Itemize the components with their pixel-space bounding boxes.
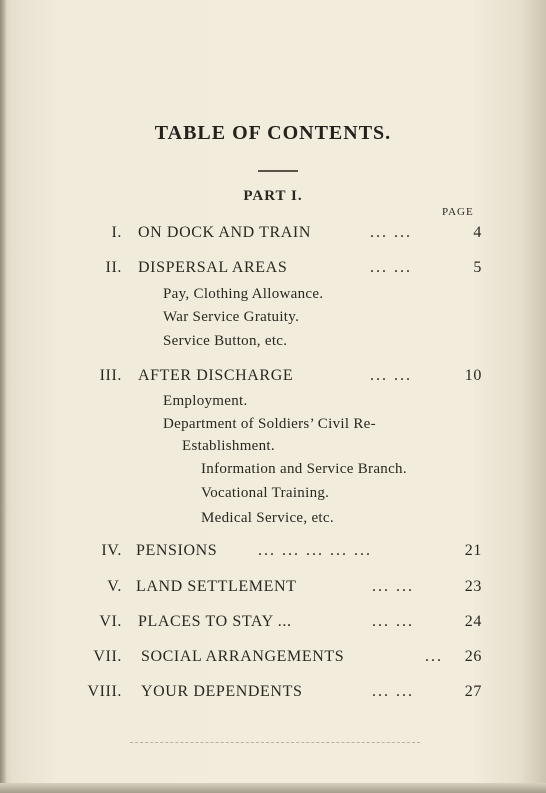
entry-title: DISPERSAL AREAS bbox=[138, 259, 288, 276]
entry-title: PENSIONS bbox=[136, 542, 218, 559]
nested-sub-entry: Medical Service, etc. bbox=[201, 510, 334, 526]
entry-leader: ... ... bbox=[370, 224, 412, 241]
entry-number: II. bbox=[105, 259, 122, 276]
entry-page: 23 bbox=[464, 578, 482, 595]
sub-entry: Service Button, etc. bbox=[163, 333, 288, 349]
entry-number: I. bbox=[111, 224, 122, 241]
entry-leader: ... ... bbox=[372, 683, 414, 700]
title-divider bbox=[258, 170, 298, 172]
entry-number: VIII. bbox=[87, 683, 122, 700]
sub-entry: Establishment. bbox=[182, 438, 275, 454]
entry-leader: ... ... ... ... ... bbox=[258, 542, 372, 559]
nested-sub-entry: Vocational Training. bbox=[201, 485, 330, 501]
entry-page: 5 bbox=[473, 259, 482, 276]
entry-number: III. bbox=[99, 367, 122, 384]
entry-page: 27 bbox=[464, 683, 482, 700]
entry-page: 21 bbox=[464, 542, 482, 559]
entry-leader: ... bbox=[425, 648, 443, 665]
entry-title: LAND SETTLEMENT bbox=[136, 578, 297, 595]
entry-title: PLACES TO STAY ... bbox=[138, 613, 292, 630]
page-title: TABLE OF CONTENTS. bbox=[154, 122, 392, 144]
entry-number: VII. bbox=[93, 648, 122, 665]
entry-title: YOUR DEPENDENTS bbox=[141, 683, 303, 700]
entry-number: IV. bbox=[101, 542, 122, 559]
entry-title: ON DOCK AND TRAIN bbox=[138, 224, 312, 241]
entry-number: V. bbox=[107, 578, 122, 595]
faint-bottom-rule bbox=[130, 742, 420, 743]
entry-leader: ... ... bbox=[372, 578, 414, 595]
sub-entry: Pay, Clothing Allowance. bbox=[163, 286, 324, 302]
sub-entry: Department of Soldiers’ Civil Re- bbox=[163, 416, 376, 432]
entry-page: 10 bbox=[464, 367, 482, 384]
entry-page: 24 bbox=[464, 613, 482, 630]
entry-leader: ... ... bbox=[372, 613, 414, 630]
entry-title: AFTER DISCHARGE bbox=[138, 367, 294, 384]
nested-sub-entry: Information and Service Branch. bbox=[201, 461, 407, 477]
entry-title: SOCIAL ARRANGEMENTS bbox=[141, 648, 345, 665]
entry-leader: ... ... bbox=[370, 259, 412, 276]
entry-page: 26 bbox=[464, 648, 482, 665]
sub-entry: War Service Gratuity. bbox=[163, 309, 300, 325]
entry-page: 4 bbox=[473, 224, 482, 241]
sub-entry: Employment. bbox=[163, 393, 248, 409]
entry-number: VI. bbox=[99, 613, 122, 630]
page-column-header: PAGE bbox=[442, 206, 474, 218]
entry-leader: ... ... bbox=[370, 367, 412, 384]
part-heading: PART I. bbox=[243, 188, 303, 204]
